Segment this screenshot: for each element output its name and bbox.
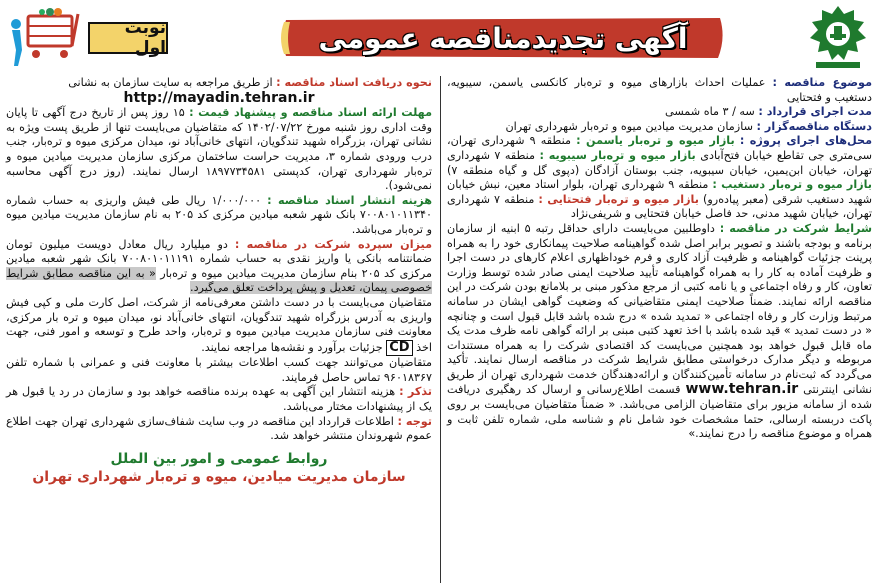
duration-label: مدت اجرای قرارداد : (758, 105, 872, 119)
subject-paragraph (447, 76, 872, 105)
notice-label: توجه : (397, 414, 432, 428)
fee-paragraph (6, 194, 432, 238)
ad-title: آگهی تجدیدمناقصه عمومی (318, 21, 688, 55)
cd-tag: CD (386, 340, 412, 357)
cd-tail: جزئیات برآورد و نقشه‌ها مراجعه نمایند. (201, 340, 383, 354)
org-paragraph (447, 120, 872, 135)
loc3-label: بازار میوه و تره‌بار دستغیب : (712, 178, 873, 192)
shopping-cart-icon (6, 6, 82, 70)
org-text: سازمان مدیریت میادین میوه و تره‌بار شهرداری تهران (505, 119, 753, 133)
deposit-paragraph (6, 238, 432, 296)
subject-label: موضوع مناقصه : (772, 76, 873, 89)
right-column (440, 76, 872, 583)
loc1-label: بازار میوه و تره‌بار یاسمن : (576, 134, 735, 148)
deposit-text: دو میلیارد ریال معادل دویست میلیون تومان ضمانتنامه بانکی یا واریز نقدی به حساب شماره ۷۰۰۸۰۱۰۱۱۱۹۱ بانک شهر شعبه میادین مرکزی کد ۲۰۵ بنام سازمان مدیریت میادین میوه و تره‌بار (6, 237, 432, 280)
round-badge: نوبت اول (88, 22, 168, 54)
deadline-label: مهلت ارائه اسناد مناقصه و پیشنهاد قیمت : (189, 106, 432, 120)
subject-text: عملیات احداث بازارهای میوه و تره‌بار کانکسی یاسمن، سیبویه، دستغیب و فتحتایی (447, 76, 872, 104)
note1-text: تأکید می‌گردد که ثبت‌نام در سامانه تأمین‌کنندگان و ارائه‌دهندگان خدمت شهرداری تهران از طریق نشانی اینترنتی (447, 353, 872, 397)
cd-paragraph (6, 296, 432, 356)
loc2-text: منطقه ۷ شهرداری تهران، خیابان ابن‌یمین، خیابان سیبویه، جنب بوستان آزادگان (دپوی گل و گیاه منطقه ۷) (447, 148, 872, 177)
tehran-municipality-logo-icon (806, 4, 870, 70)
fee-text: ۱/۰۰۰/۰۰۰ ریال طی فیش واریزی به حساب شماره ۷۰۰۸۰۱۰۱۱۳۴۰ بانک شهر شعبه میادین مرکزی کد ۲۰۵ به نام سازمان مدیریت میادین میوه و تره‌بار می‌باشد. (6, 193, 432, 236)
note2-text: قسمت اطلاع‌رسانی و ارسال کد رهگیری دریافت شده از سامانه مزبور برای متقاضیان الزامی می‌باشد. « ضمناً متقاضیان می‌بایست بر روی پاکت دربسته ارسالی، حتما مشخصات خود شامل نام و شناسه ملی، شماره تلفن ثابت و همراه و موضوع مناقصه را درج نمایند.» (447, 383, 872, 441)
deadline-paragraph (6, 106, 432, 194)
loc4-label: بازار میوه و تره‌بار فتحتایی : (538, 192, 699, 206)
footer-line-2: سازمان مدیریت میادین، میوه و تره‌بار شهرداری تهران (32, 468, 406, 485)
notice-paragraph (6, 415, 432, 444)
info-paragraph (6, 356, 432, 385)
docs-url[interactable]: http://mayadin.tehran.ir (123, 89, 315, 106)
loc4-text: منطقه ۷ شهرداری تهران، خیابان شهید مدنی، حد فاصل خیابان فتحتایی و شریفی‌نژاد (447, 192, 872, 221)
conditions-label: شرایط شرکت در مناقصه : (719, 221, 872, 235)
left-column (6, 76, 432, 583)
conditions-text: داوطلبین می‌بایست دارای حداقل رتبه ۵ ابنیه از سازمان برنامه و بودجه باشند و تصویر برابر اصل شده گواهینامه صلاحیت پیمانکاری خود را به همراه پرینت جزئیات گواهینامه و ظرفیت آزاد کاری و فرم خوداظهاری اعلام کارهای در دست اجرا و ظرفیت آماده به کار را به همراه گواهینامه تأیید صلاحیت ایمنی صادر شده توسط وزارت تعاون، کار و رفاه اجتماعی و یا نامه کتبی از مرجع مذکور مبنی بر بلامانع بودن شرکت در این مناقصه ارائه نمایند. ضمناً صلاحیت ایمنی متقاضیانی که وضعیت گواهی ایشان در سامانه مرتبط وزارت کار و رفاه اجتماعی « تمدید شده » درج شده باشد قابل قبول است و چنانچه « در دست تمدید » قید شده باشد با اخذ تعهد کتبی مبنی بر ارائه گواهی نامه ظرف مدت یک ماه قابل قبول خواهد بود همچنین می‌بایست کد اقتصادی شرکت را به همراه مستندات مربوطه و دیگر مدارک درخواستی مطابق شرایط شرکت در مناقصه ارسال نمایند. (447, 221, 872, 367)
remark-text: هزینه انتشار این آگهی به عهده برنده مناقصه خواهد بود و سازمان در رد یا قبول هر یک از پیشنهادات مختار می‌باشد. (6, 385, 432, 414)
cd-text: متقاضیان می‌بایست با در دست داشتن معرفی‌نامه از شرکت، اصل کارت ملی و کپی فیش واریزی به آدرس بزرگراه شهید تندگویان، انتهای خانی‌آباد نو، میدان میوه و تره بار مرکزی، معاونت فنی سازمان مدیریت میادین میوه و تره‌بار، واحد طرح و توسعه و امور فنی، جهت اخذ (6, 295, 432, 354)
duration-text: سه / ۳ ماه شمسی (665, 105, 755, 119)
docs-url-line (6, 91, 432, 107)
site-url[interactable]: www.tehran.ir (685, 381, 799, 398)
remark-label: تذکر : (399, 385, 432, 399)
conditions-paragraph (447, 222, 872, 442)
docs-label: نحوه دریافت اسناد مناقصه : (276, 76, 432, 89)
locations-label: محل‌های اجرای پروژه : (739, 134, 873, 148)
footer-line-1: روابط عمومی و امور بین الملل (110, 450, 328, 467)
duration-paragraph (447, 105, 872, 120)
loc1-text: منطقه ۹ شهرداری تهران، سی‌متری جی تقاطع خیابان فتح‌آبادی (447, 134, 872, 162)
loc3-text: منطقه ۹ شهرداری تهران، بلوار استاد معین، نبش خیابان شهید دستغیب شرقی (معبر پیاده‌رو) (447, 178, 873, 206)
footer-organization (6, 450, 432, 486)
ad-title-banner (278, 16, 728, 60)
notice-text: اطلاعات قرارداد این مناقصه در وب سایت شفاف‌سازی شهرداری تهران جهت اطلاع عموم شهروندان منتشر خواهد شد. (6, 414, 432, 443)
deposit-label: میزان سپرده شرکت در مناقصه : (234, 237, 432, 251)
deposit-note: « به این مناقصه مطابق شرایط خصوصی پیمان، تعدیل و پیش پرداخت تعلق می‌گیرد. (6, 266, 432, 295)
info-text: متقاضیان می‌توانند جهت کسب اطلاعات بیشتر با معاونت فنی و عمرانی با شماره تلفن ۹۶۰۱۸۳۶۷ تماس حاصل فرمایند. (6, 356, 432, 384)
docs-text: از طریق مراجعه به سایت سازمان به نشانی (68, 76, 273, 89)
remark-paragraph (6, 385, 432, 414)
deadline-text: ۱۵ روز پس از تاریخ درج آگهی تا پایان وقت اداری روز شنبه مورخ ۱۴۰۲/۰۷/۲۲ که متقاضیان می‌بایست تنها از طریق پست ویژه به نشانی تهران، بزرگراه شهید تندگویان، انتهای خانی‌آباد نو، میدان مرکزی میوه و تره‌بار، جنب درب ورودی شماره ۳، مدیریت حراست ساختمان مرکزی سازمان مدیریت میادین میوه و تره‌بار شهرداری تهران، کدپستی ۱۸۹۷۷۳۴۵۸۱ ارسال نمایند. (روز درج آگهی محاسبه نمی‌شود). (6, 106, 432, 193)
fee-label: هزینه انتشار اسناد مناقصه : (267, 193, 432, 207)
locations-paragraph (447, 134, 872, 222)
org-label: دستگاه مناقصه‌گزار : (756, 119, 872, 133)
loc2-label: بازار میوه و تره‌بار سیبویه : (539, 148, 696, 162)
docs-paragraph (6, 76, 432, 91)
ad-header (0, 0, 878, 74)
